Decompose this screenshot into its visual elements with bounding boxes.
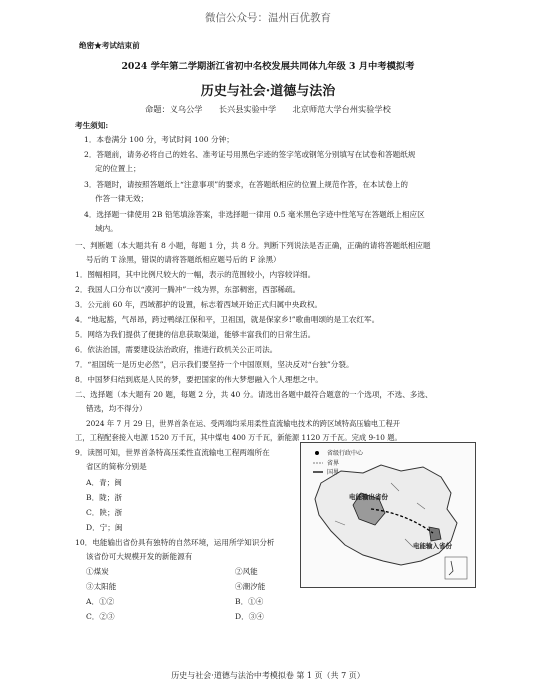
china-transmission-map — [300, 442, 476, 588]
passage-line: 2024 年 7 月 29 日，世界首条在运、受两端均采用柔性直流输电技术的跨区域特高压输电工程开 — [86, 419, 401, 428]
notice-item: 2．答题前，请务必将自己的姓名、准考证号用黑色字迹的签字笔或钢笔分别填写在试卷和答题纸规 — [84, 150, 416, 159]
judge-item: 8．中国梦归结到底是人民的梦，要把国家的伟大梦想融入个人理想之中。 — [75, 375, 323, 384]
section1-header: 一、判断题（本大题共有 8 小题，每题 1 分，共 8 分。判断下列说法是否正确，正确的请将答题纸相应题 — [75, 241, 431, 250]
q10-stem: 10．电能输出省份具有独特的自然环境，运用所学知识分析 — [75, 538, 275, 547]
notice-item: 作答一律无效； — [95, 194, 149, 203]
judge-item: 2．我国人口分布以“漠河一腾冲”一线为界，东部稠密，西部稀疏。 — [75, 285, 301, 294]
output-province-label: 电能输出省份 — [349, 493, 388, 501]
south-sea-islands — [449, 561, 453, 575]
exam-title: 2024 学年第二学期浙江省初中名校发展共同体九年级 3 月中考模拟考 — [121, 61, 415, 72]
secret-label: 绝密★考试结束前 — [79, 41, 140, 50]
country-outline — [315, 465, 457, 565]
input-province-shape — [429, 527, 441, 541]
q9-option: B．陇；浙 — [86, 493, 122, 502]
legend-label: 省级行政中心 — [327, 450, 364, 457]
notice-item: 定的位置上； — [95, 164, 141, 173]
setters-line: 命题：义乌公学 长兴县实验中学 北京师范大学台州实验学校 — [145, 104, 391, 114]
q9-stem: 省区的简称分别是 — [86, 462, 147, 471]
notice-item: 3．答题时，请按照答题纸上“注意事项”的要求，在答题纸相应的位置上规范作答，在本试卷上的 — [84, 180, 408, 189]
q10-option: C．②③ — [86, 612, 115, 621]
judge-item: 7．“祖国统一是历史必然”，启示我们要坚持一个中国原则，坚决反对“台独”分裂。 — [75, 360, 354, 369]
judge-item: 4．“地起豁，气昂昂，跨过鸭绿江保和平，卫祖国，就是保家乡!”歌曲唱颂的是工农红军。 — [75, 315, 380, 324]
subject-title: 历史与社会·道德与法治 — [200, 84, 336, 99]
passage-line: 工，工程配套接入电源 1520 万千瓦，其中煤电 400 万千瓦，新能源 1120 万千瓦。完成 9-10 题。 — [75, 433, 402, 442]
legend-label: 国界 — [327, 469, 340, 476]
q10-choice: ②风能 — [235, 567, 258, 576]
q10-option: A．①② — [86, 597, 115, 606]
section2-header-cont: 错选，均不得分） — [86, 404, 147, 413]
judge-item: 5．网络为我们提供了便捷的信息获取渠道，能够丰富我们的日常生活。 — [75, 330, 316, 339]
q10-stem: 该省份可大规模开发的新能源有 — [86, 552, 193, 561]
q10-option: D．③④ — [235, 612, 264, 621]
section2-header: 二、选择题（本大题有 20 题，每题 2 分，共 40 分。请选出各题中最符合题意的一个选项，不选、多选、 — [75, 390, 433, 399]
notice-item: 4．选择题一律使用 2B 铅笔填涂答案，非选择题一律用 0.5 毫米黑色字迹中性笔写在答题纸上相应区 — [84, 210, 425, 219]
section1-header-cont: 号后的 T 涂黑，错误的请将答题纸相应题号后的 F 涂黑） — [86, 255, 281, 264]
q10-choice: ③太阳能 — [86, 582, 117, 591]
judge-item: 6．依法治国，需要建设法治政府，推进行政机关公正司法。 — [75, 345, 278, 354]
input-province-label: 电能输入省份 — [413, 542, 452, 550]
q10-choice: ①煤炭 — [86, 567, 109, 576]
judge-item: 1．图幅相同，其中比例尺较大的一幅，表示的范围较小，内容较详细。 — [75, 270, 316, 279]
q10-option: B．①④ — [235, 597, 264, 606]
notice-item: 1．本卷满分 100 分，考试时间 100 分钟； — [84, 135, 234, 144]
q9-option: A．青；闽 — [86, 478, 122, 487]
q9-option: C．陕；浙 — [86, 508, 123, 517]
notice-item: 域内。 — [95, 224, 118, 233]
q9-stem: 9．读图可知，世界首条特高压柔性直流输电工程两端所在 — [75, 448, 270, 457]
judge-item: 3．公元前 60 年，西域都护的设置，标志着西域开始正式归属中央政权。 — [75, 300, 323, 309]
notice-title: 考生须知: — [75, 121, 109, 130]
legend-capital-icon — [315, 451, 319, 455]
page-footer: 历史与社会·道德与法治中考模拟卷 第 1 页（共 7 页） — [171, 671, 365, 680]
q9-option: D．宁；闽 — [86, 523, 123, 532]
watermark: 微信公众号：温州百优教育 — [205, 12, 331, 24]
q10-choice: ④潮汐能 — [235, 582, 266, 591]
inset-box — [445, 557, 467, 579]
legend-label: 省界 — [327, 460, 340, 467]
